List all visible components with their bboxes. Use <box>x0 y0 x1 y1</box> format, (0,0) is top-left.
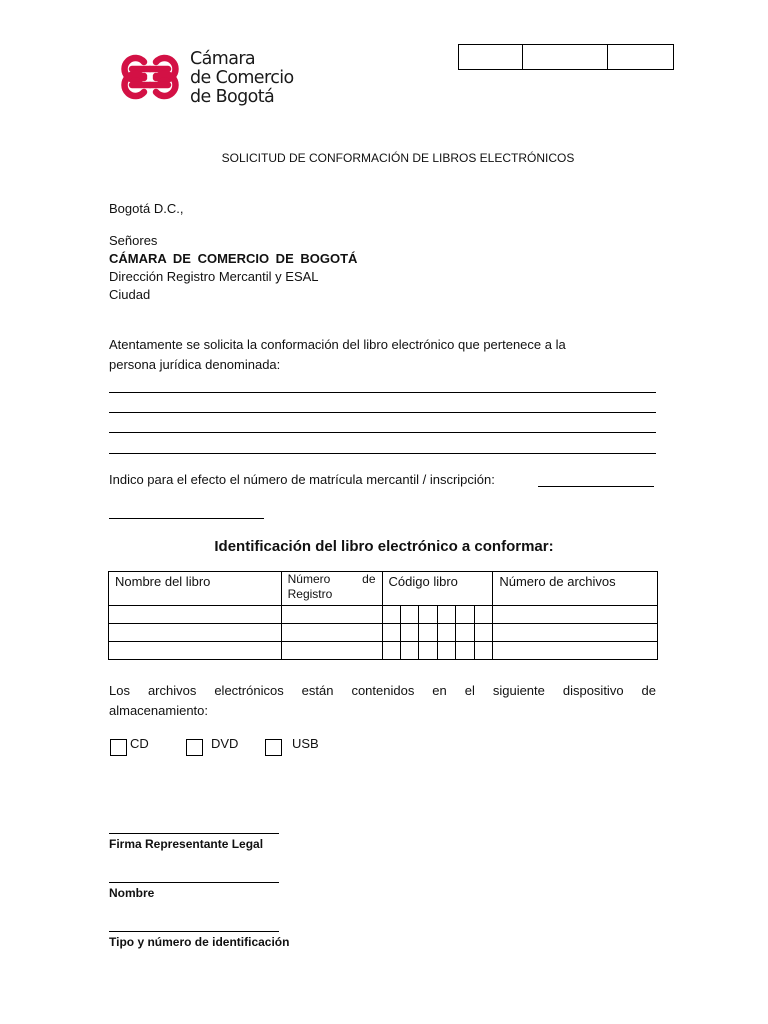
table-row[interactable] <box>109 642 658 660</box>
document-title: SOLICITUD DE CONFORMACIÓN DE LIBROS ELECTRÓNICOS <box>221 151 575 165</box>
city: Ciudad <box>109 287 151 302</box>
cd-label: CD <box>130 736 149 751</box>
company-name-line[interactable] <box>109 453 656 454</box>
addressee: CÁMARA DE COMERCIO DE BOGOTÁ <box>109 251 358 266</box>
request-line-2: persona jurídica denominada: <box>109 357 281 372</box>
company-name-line[interactable] <box>109 392 656 393</box>
cell-file-count[interactable] <box>493 624 658 642</box>
brand-line-3: de Bogotá <box>190 87 275 107</box>
company-name-line[interactable] <box>109 412 656 413</box>
request-line-1: Atentamente se solicita la conformación del libro electrónico que pertenece a la <box>109 337 566 352</box>
name-label: Nombre <box>109 886 155 900</box>
dvd-checkbox[interactable] <box>186 739 203 756</box>
brand-line-1: Cámara <box>190 49 256 69</box>
header-file-count: Número de archivos <box>493 572 658 606</box>
books-table <box>108 571 658 660</box>
signature-line[interactable] <box>109 833 279 834</box>
table-header-row <box>109 572 658 606</box>
city-date: Bogotá D.C., <box>109 201 184 216</box>
usb-checkbox[interactable] <box>265 739 282 756</box>
cell-book-name[interactable] <box>109 606 282 624</box>
chamber-logo-icon <box>112 52 188 100</box>
company-name-line[interactable] <box>109 432 656 433</box>
header-book-code: Código libro <box>382 572 493 606</box>
usb-label: USB <box>292 736 319 751</box>
dvd-label: DVD <box>211 736 239 751</box>
reference-box <box>458 44 674 70</box>
cell-file-count[interactable] <box>493 642 658 660</box>
department: Dirección Registro Mercantil y ESAL <box>109 269 319 284</box>
section-heading: Identificación del libro electrónico a conformar: <box>214 538 554 555</box>
cell-book-name[interactable] <box>109 624 282 642</box>
salutation: Señores <box>109 233 158 248</box>
registration-number-line-cont[interactable] <box>109 518 264 519</box>
brand-logo <box>112 48 302 107</box>
registration-text: Indico para el efecto el número de matrícula mercantil / inscripción: <box>109 472 495 487</box>
id-label: Tipo y número de identificación <box>109 935 290 949</box>
id-line[interactable] <box>109 931 279 932</box>
reference-divider <box>522 45 523 69</box>
header-book-name: Nombre del libro <box>109 572 282 606</box>
storage-line-1: Los archivos electrónicos están contenidos en el siguiente dispositivo de <box>109 683 656 698</box>
reference-divider <box>607 45 608 69</box>
registration-number-line[interactable] <box>538 486 654 487</box>
signature-label: Firma Representante Legal <box>109 837 264 851</box>
table-row[interactable] <box>109 624 658 642</box>
cell-registry-number[interactable] <box>281 606 382 624</box>
cd-checkbox[interactable] <box>110 739 127 756</box>
cell-file-count[interactable] <box>493 606 658 624</box>
cell-registry-number[interactable] <box>281 624 382 642</box>
cell-registry-number[interactable] <box>281 642 382 660</box>
storage-line-2: almacenamiento: <box>109 703 208 718</box>
cell-book-code[interactable] <box>382 624 493 642</box>
header-registry-number: Número de Registro <box>281 572 382 606</box>
cell-book-name[interactable] <box>109 642 282 660</box>
cell-book-code[interactable] <box>382 642 493 660</box>
brand-line-2: de Comercio <box>190 68 294 88</box>
cell-book-code[interactable] <box>382 606 493 624</box>
table-row[interactable] <box>109 606 658 624</box>
name-line[interactable] <box>109 882 279 883</box>
